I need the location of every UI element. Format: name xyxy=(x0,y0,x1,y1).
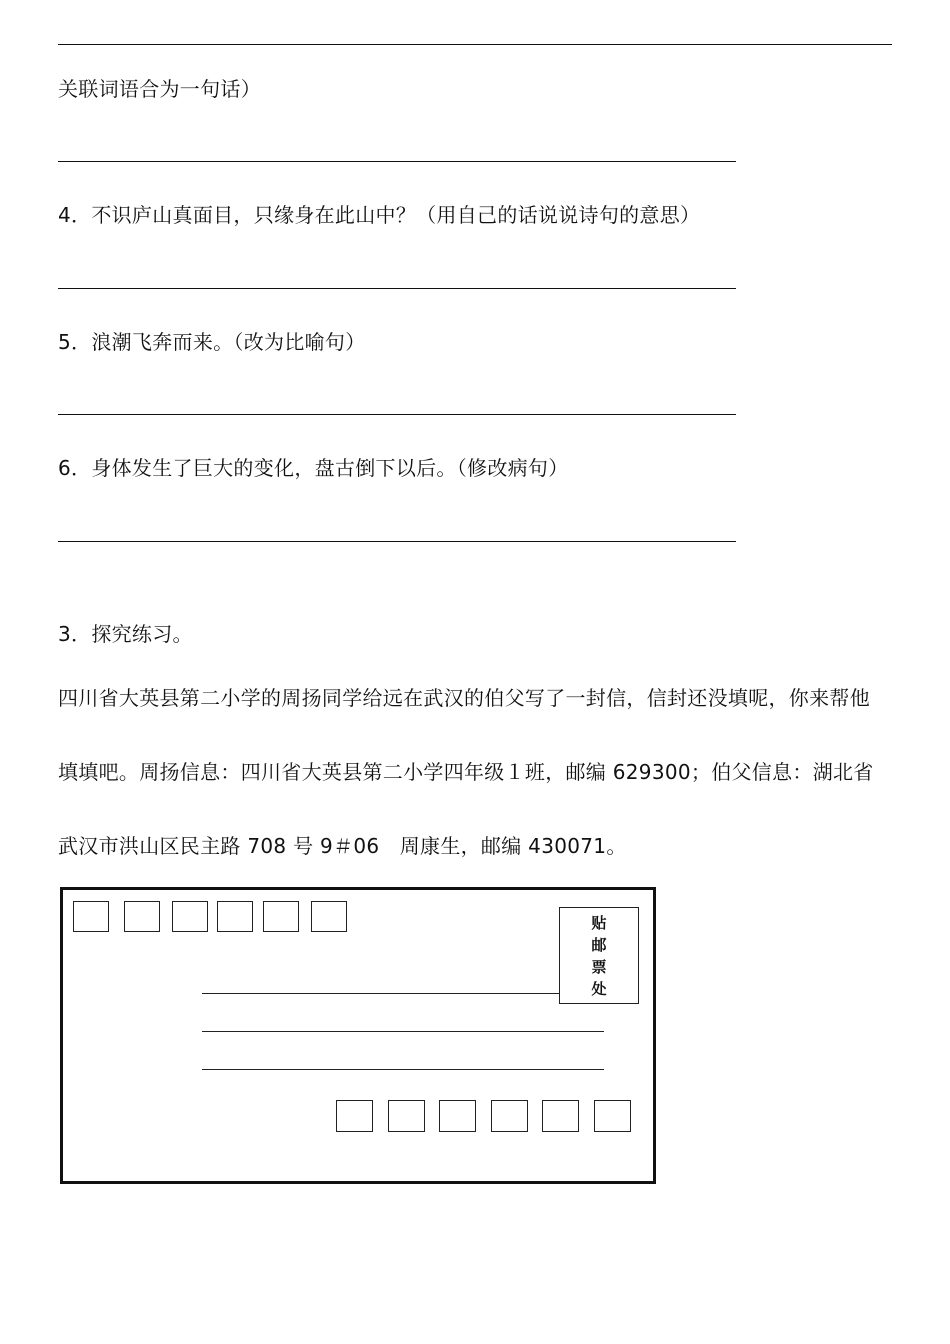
sender-postcode-box[interactable] xyxy=(594,1100,631,1132)
question-5: 5．浪潮飞奔而来。（改为比喻句） xyxy=(58,330,366,354)
section-3-paragraph-line-3: 武汉市洪山区民主路 708 号 9＃06 周康生，邮编 430071。 xyxy=(58,834,627,858)
sender-postcode-box[interactable] xyxy=(542,1100,579,1132)
stamp-char: 处 xyxy=(591,979,607,998)
recipient-postcode-box[interactable] xyxy=(311,901,347,932)
recipient-postcode-box[interactable] xyxy=(172,901,208,932)
question-3-continuation: 关联词语合为一句话） xyxy=(58,77,261,101)
recipient-postcode-box[interactable] xyxy=(263,901,299,932)
recipient-postcode-box[interactable] xyxy=(73,901,109,932)
section-3-paragraph-line-2: 填填吧。周扬信息：四川省大英县第二小学四年级１班，邮编 629300；伯父信息：湖北省 xyxy=(58,760,874,784)
sender-postcode-box[interactable] xyxy=(388,1100,425,1132)
top-answer-line xyxy=(58,44,892,45)
section-3-heading: 3．探究练习。 xyxy=(58,622,193,646)
stamp-char: 邮 xyxy=(591,935,607,954)
sender-postcode-box[interactable] xyxy=(491,1100,528,1132)
section-3-paragraph-line-1: 四川省大英县第二小学的周扬同学给远在武汉的伯父写了一封信，信封还没填呢，你来帮他 xyxy=(58,686,870,710)
address-line-2[interactable] xyxy=(202,1031,604,1032)
question-4: 4．不识庐山真面目，只缘身在此山中？（用自己的话说说诗句的意思） xyxy=(58,203,701,227)
answer-line-6 xyxy=(58,541,736,542)
recipient-postcode-box[interactable] xyxy=(124,901,160,932)
answer-line-4 xyxy=(58,288,736,289)
sender-postcode-box[interactable] xyxy=(336,1100,373,1132)
address-line-3[interactable] xyxy=(202,1069,604,1070)
stamp-char: 票 xyxy=(591,957,607,976)
envelope xyxy=(60,887,656,1184)
stamp-char: 贴 xyxy=(591,913,607,932)
answer-line-3 xyxy=(58,161,736,162)
question-6: 6．身体发生了巨大的变化，盘古倒下以后。（修改病句） xyxy=(58,456,569,480)
sender-postcode-box[interactable] xyxy=(439,1100,476,1132)
answer-line-5 xyxy=(58,414,736,415)
stamp-area xyxy=(559,907,639,1004)
address-line-1[interactable] xyxy=(202,993,559,994)
recipient-postcode-box[interactable] xyxy=(217,901,253,932)
